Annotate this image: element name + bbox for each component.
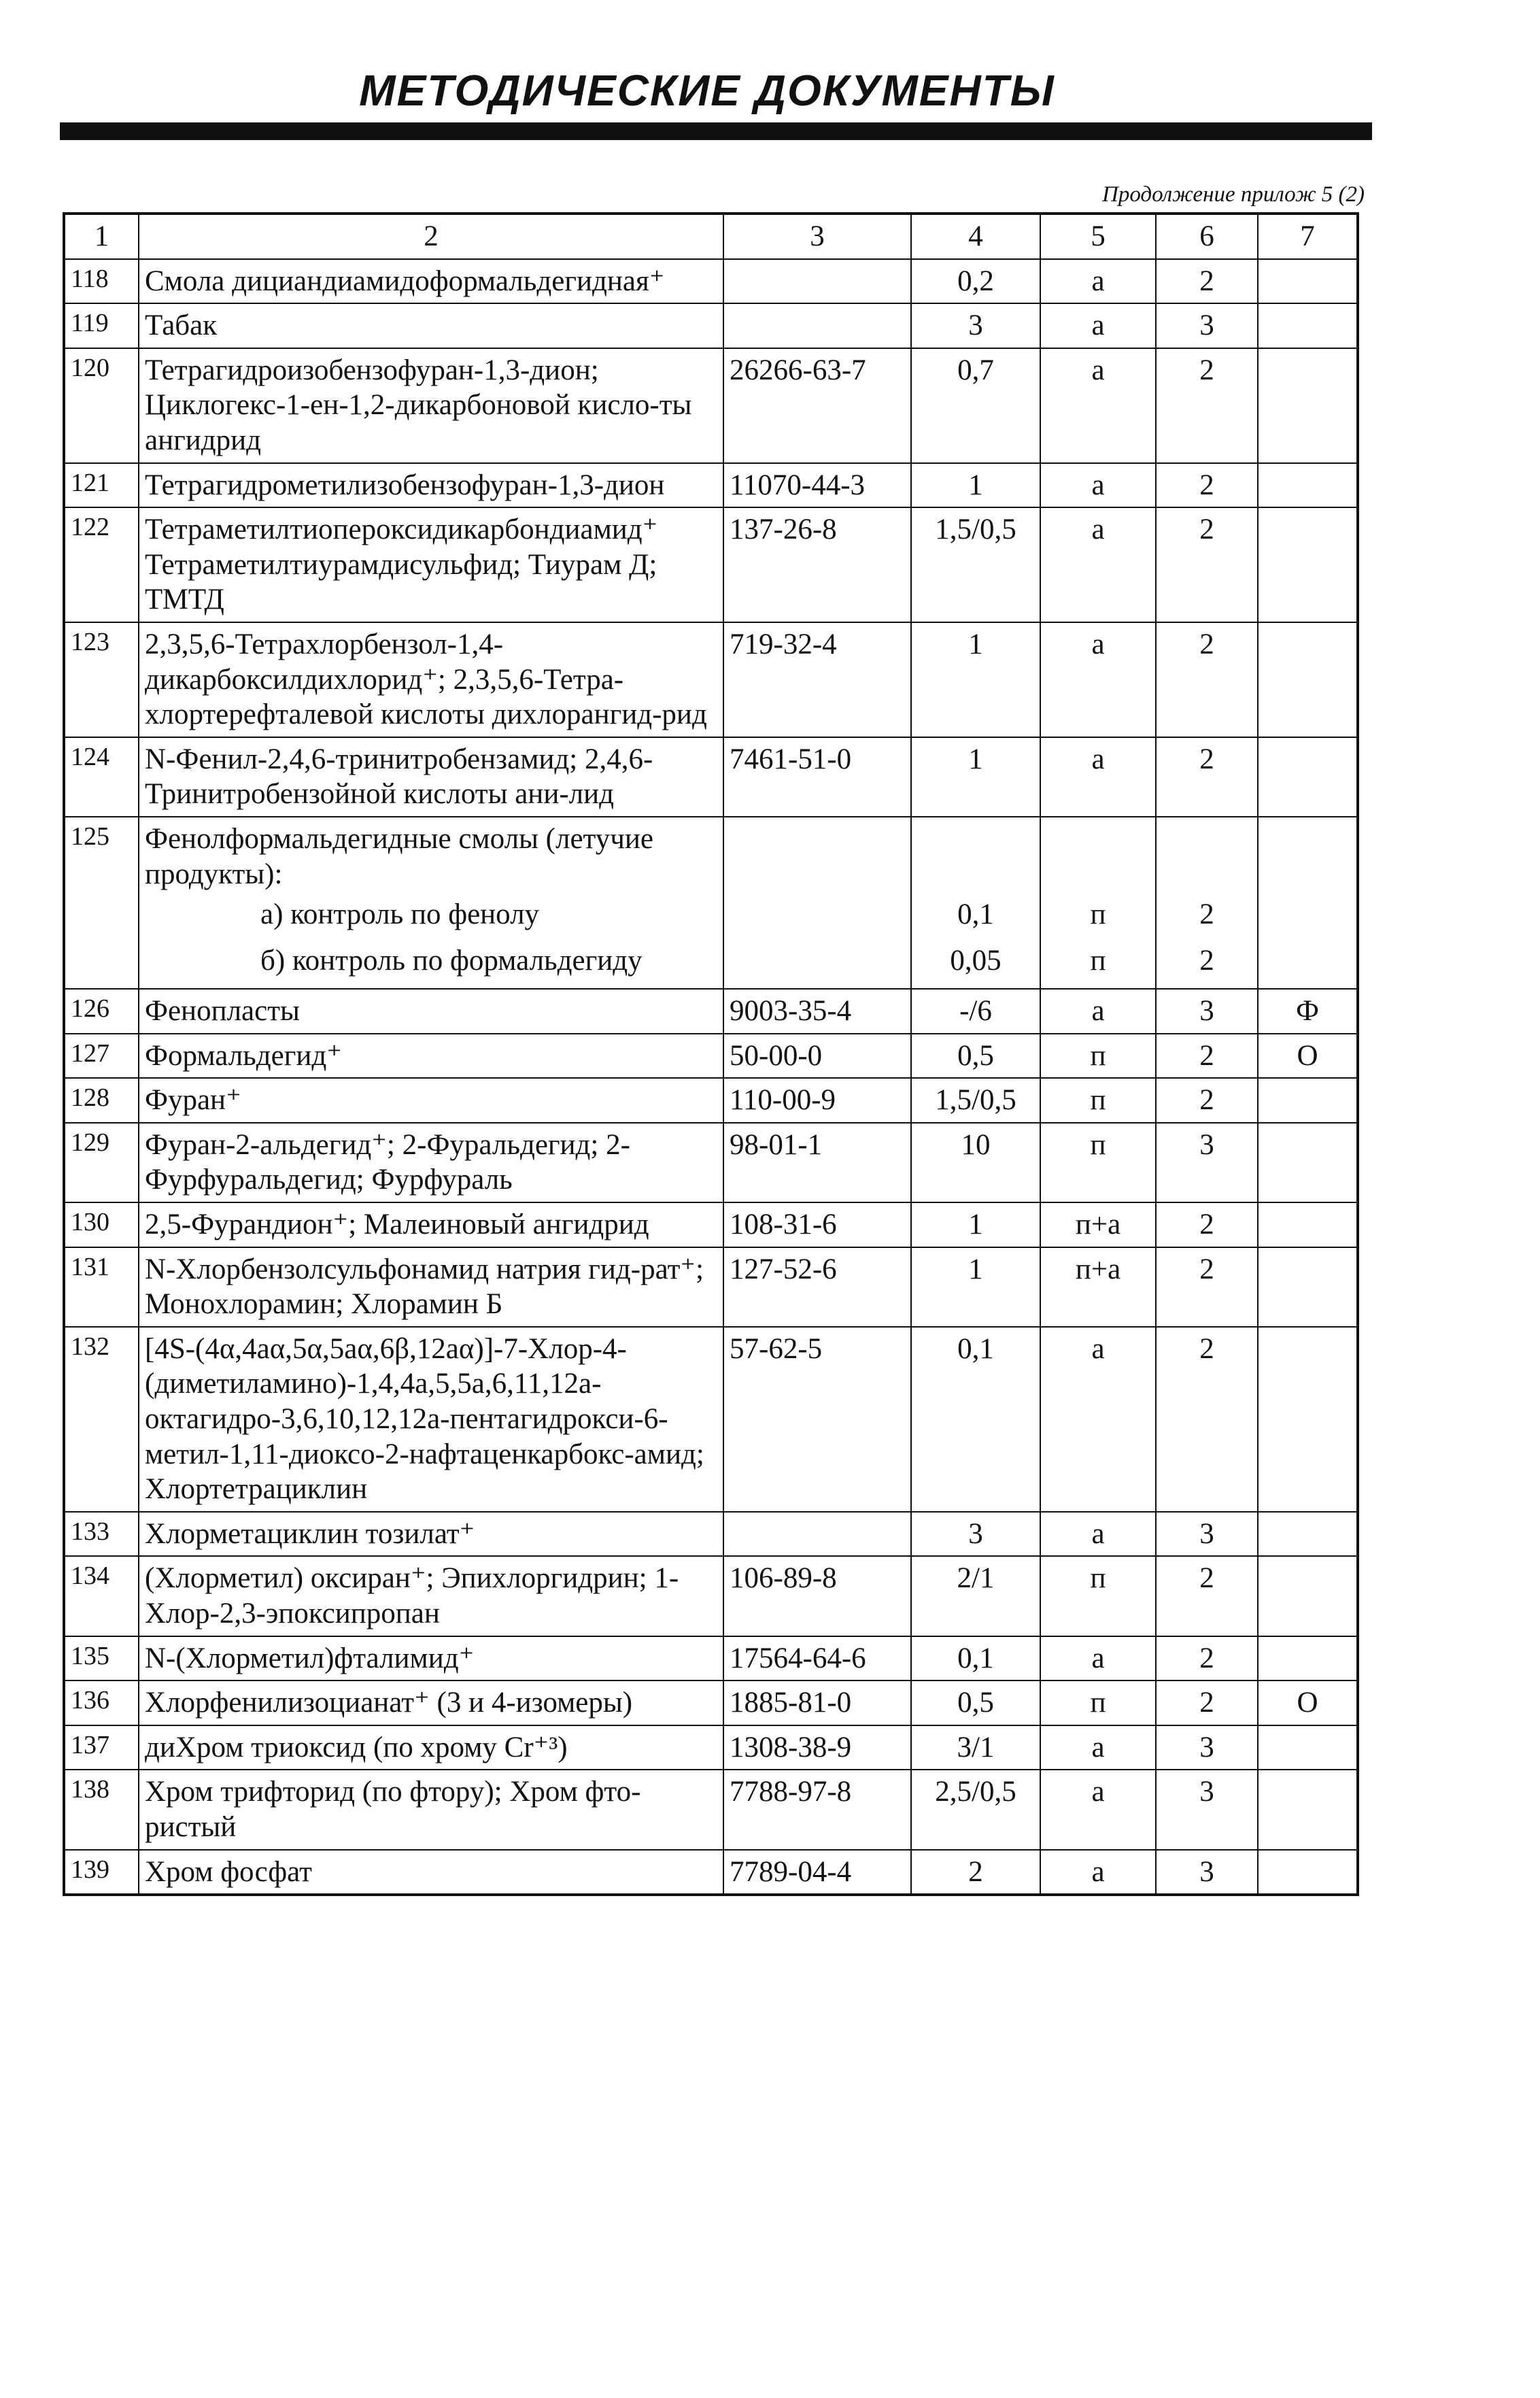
value-col7 — [1258, 737, 1358, 817]
value-col6: 3 — [1156, 1123, 1258, 1202]
table-row — [64, 1512, 1358, 1557]
value-col4: -/6 — [911, 989, 1040, 1034]
value-col7 — [1258, 1327, 1358, 1512]
col-header: 2 — [139, 214, 723, 259]
substance-name: Формальдегид⁺ — [139, 1034, 723, 1079]
cas-number: 7789-04-4 — [723, 1850, 911, 1895]
value-col5: а — [1040, 737, 1156, 817]
table-row — [64, 1770, 1358, 1849]
table-row — [64, 737, 1358, 817]
substance-name: диХром триоксид (по хрому Cr⁺³) — [139, 1725, 723, 1770]
cas-number: 1308-38-9 — [723, 1725, 911, 1770]
substance-name: Фуран⁺ — [139, 1078, 723, 1123]
value-col4: 0,2 — [911, 259, 1040, 304]
table-header-row — [64, 214, 1358, 259]
substance-name: Табак — [139, 303, 723, 348]
row-number: 134 — [64, 1556, 139, 1636]
cas-number: 11070-44-3 — [723, 463, 911, 508]
value-col6: 2 — [1156, 1247, 1258, 1327]
value-col7 — [1258, 1123, 1358, 1202]
substance-name: (Хлорметил) оксиран⁺; Эпихлоргидрин; 1-Хлор-2,3-эпоксипропан — [139, 1556, 723, 1636]
row-number: 123 — [64, 622, 139, 737]
value-col7 — [1258, 1636, 1358, 1681]
value-col5: а — [1040, 348, 1156, 463]
value-col6: 2 — [1156, 259, 1258, 304]
substance-name: Хром трифторид (по фтору); Хром фто-ристый — [139, 1770, 723, 1849]
value-col6: 2 — [1156, 507, 1258, 622]
value-col7 — [1258, 1247, 1358, 1327]
value-col5: а — [1040, 303, 1156, 348]
sub-value-b: 0,05 — [950, 945, 1002, 977]
value-col6: 2 — [1156, 348, 1258, 463]
sub-value-b: 2 — [1199, 945, 1214, 977]
value-col6: 3 — [1156, 303, 1258, 348]
value-col6: 3 — [1156, 989, 1258, 1034]
cas-number: 719-32-4 — [723, 622, 911, 737]
row-number: 125 — [64, 817, 139, 989]
substance-table — [63, 212, 1359, 1896]
value-col7 — [1258, 1512, 1358, 1557]
value-col7 — [1258, 1078, 1358, 1123]
substance-name: 2,5-Фурандион⁺; Малеиновый ангидрид — [139, 1202, 723, 1247]
value-col4: 1 — [911, 1247, 1040, 1327]
col-header: 7 — [1258, 214, 1358, 259]
value-col5: а — [1040, 259, 1156, 304]
value-col4: 3/1 — [911, 1725, 1040, 1770]
value-col7 — [1258, 348, 1358, 463]
substance-name: Фенопласты — [139, 989, 723, 1034]
substance-name: Тетраметилтиопероксидикарбондиамид⁺ Тетраметилтиурамдисульфид; Тиурам Д; ТМТД — [139, 507, 723, 622]
value-col4: 0,1 — [911, 1636, 1040, 1681]
row-number: 121 — [64, 463, 139, 508]
cas-number — [723, 1512, 911, 1557]
value-col7: Ф — [1258, 989, 1358, 1034]
table-row — [64, 1034, 1358, 1079]
value-col4: 1,5/0,5 — [911, 1078, 1040, 1123]
row-number: 139 — [64, 1850, 139, 1895]
row-number: 122 — [64, 507, 139, 622]
value-col4: 1,5/0,5 — [911, 507, 1040, 622]
value-col5: п — [1040, 1681, 1156, 1725]
value-col6: 3 — [1156, 1770, 1258, 1849]
table-row — [64, 1327, 1358, 1512]
cas-number — [723, 259, 911, 304]
cas-number — [723, 303, 911, 348]
value-col7 — [1258, 1725, 1358, 1770]
substance-name: Фуран-2-альдегид⁺; 2-Фуральдегид; 2-Фурфуральдегид; Фурфураль — [139, 1123, 723, 1202]
substance-name: Хлорфенилизоцианат⁺ (3 и 4-изомеры) — [139, 1681, 723, 1725]
row-number: 127 — [64, 1034, 139, 1079]
substance-name: Смола дициандиамидоформальдегидная⁺ — [139, 259, 723, 304]
value-col4: 0,1 — [911, 1327, 1040, 1512]
value-col6 — [1156, 817, 1258, 989]
row-number: 126 — [64, 989, 139, 1034]
col-header: 4 — [911, 214, 1040, 259]
value-col5: а — [1040, 1725, 1156, 1770]
cas-number — [723, 817, 911, 989]
row-number: 130 — [64, 1202, 139, 1247]
table-row — [64, 507, 1358, 622]
substance-name: Тетрагидрометилизобензофуран-1,3-дион — [139, 463, 723, 508]
table-row — [64, 1556, 1358, 1636]
col-header: 6 — [1156, 214, 1258, 259]
substance-name: Тетрагидроизобензофуран-1,3-дион; Циклогекс-1-ен-1,2-дикарбоновой кисло-ты ангидрид — [139, 348, 723, 463]
substance-name: 2,3,5,6-Тетрахлорбензол-1,4-дикарбоксилдихлорид⁺; 2,3,5,6-Тетра-хлортерефталевой кислоты дихлорангид-рид — [139, 622, 723, 737]
cas-number: 7461-51-0 — [723, 737, 911, 817]
cas-number: 110-00-9 — [723, 1078, 911, 1123]
value-col4: 2/1 — [911, 1556, 1040, 1636]
substance-name: N-Фенил-2,4,6-тринитробензамид; 2,4,6-Тринитробензойной кислоты ани-лид — [139, 737, 723, 817]
sub-entry-b — [145, 938, 717, 984]
value-col7 — [1258, 303, 1358, 348]
value-col6: 2 — [1156, 1327, 1258, 1512]
table-row — [64, 622, 1358, 737]
value-col6: 2 — [1156, 463, 1258, 508]
value-col4: 1 — [911, 463, 1040, 508]
substance-name: Хлорметациклин тозилат⁺ — [139, 1512, 723, 1557]
row-number: 118 — [64, 259, 139, 304]
continuation-note: Продолжение прилож 5 (2) — [1102, 182, 1365, 207]
table-row — [64, 1725, 1358, 1770]
value-col7 — [1258, 463, 1358, 508]
cas-number: 127-52-6 — [723, 1247, 911, 1327]
value-col4: 1 — [911, 1202, 1040, 1247]
value-col5: а — [1040, 989, 1156, 1034]
value-col4: 0,7 — [911, 348, 1040, 463]
value-col7 — [1258, 1850, 1358, 1895]
table-row — [64, 1681, 1358, 1725]
cas-number: 17564-64-6 — [723, 1636, 911, 1681]
value-col5: п — [1040, 1078, 1156, 1123]
value-col7 — [1258, 622, 1358, 737]
col-header: 1 — [64, 214, 139, 259]
cas-number: 98-01-1 — [723, 1123, 911, 1202]
row-number: 133 — [64, 1512, 139, 1557]
value-col4: 1 — [911, 737, 1040, 817]
header-rule — [60, 122, 1372, 140]
substance-name: Хром фосфат — [139, 1850, 723, 1895]
value-col6: 3 — [1156, 1725, 1258, 1770]
value-col6: 2 — [1156, 1078, 1258, 1123]
table-row — [64, 817, 1358, 989]
value-col5: п+а — [1040, 1247, 1156, 1327]
value-col5: а — [1040, 622, 1156, 737]
substance-name: N-Хлорбензолсульфонамид натрия гид-рат⁺; Монохлорамин; Хлорамин Б — [139, 1247, 723, 1327]
cas-number: 1885-81-0 — [723, 1681, 911, 1725]
sub-value-a: 2 — [1199, 898, 1214, 931]
value-col4: 3 — [911, 303, 1040, 348]
value-col6: 2 — [1156, 737, 1258, 817]
value-col6: 2 — [1156, 1636, 1258, 1681]
value-col4 — [911, 817, 1040, 989]
value-col7 — [1258, 259, 1358, 304]
row-number: 128 — [64, 1078, 139, 1123]
row-number: 135 — [64, 1636, 139, 1681]
value-col6: 2 — [1156, 1034, 1258, 1079]
value-col4: 2,5/0,5 — [911, 1770, 1040, 1849]
value-col6: 2 — [1156, 1681, 1258, 1725]
sub-label: б) контроль по формальдегиду — [260, 945, 643, 977]
page-header-title: МЕТОДИЧЕСКИЕ ДОКУМЕНТЫ — [359, 66, 1055, 115]
value-col7: О — [1258, 1034, 1358, 1079]
col-header: 3 — [723, 214, 911, 259]
value-col5: п — [1040, 1034, 1156, 1079]
value-col4: 3 — [911, 1512, 1040, 1557]
value-col7 — [1258, 1556, 1358, 1636]
table-row — [64, 1850, 1358, 1895]
col-header: 5 — [1040, 214, 1156, 259]
table-row — [64, 1247, 1358, 1327]
cas-number: 26266-63-7 — [723, 348, 911, 463]
value-col4: 2 — [911, 1850, 1040, 1895]
value-col4: 0,5 — [911, 1681, 1040, 1725]
row-number: 137 — [64, 1725, 139, 1770]
value-col5: п+а — [1040, 1202, 1156, 1247]
row-number: 129 — [64, 1123, 139, 1202]
value-col7 — [1258, 1770, 1358, 1849]
value-col7 — [1258, 817, 1358, 989]
cas-number: 137-26-8 — [723, 507, 911, 622]
value-col5: а — [1040, 1636, 1156, 1681]
value-col5: п — [1040, 1123, 1156, 1202]
value-col5: а — [1040, 1512, 1156, 1557]
table-row — [64, 1636, 1358, 1681]
sub-value-b: п — [1090, 945, 1106, 977]
substance-name — [139, 817, 723, 989]
row-number: 138 — [64, 1770, 139, 1849]
value-col6: 3 — [1156, 1512, 1258, 1557]
table-row — [64, 303, 1358, 348]
row-number: 124 — [64, 737, 139, 817]
value-col5: п — [1040, 1556, 1156, 1636]
cas-number: 9003-35-4 — [723, 989, 911, 1034]
substance-name: [4S-(4α,4аα,5α,5аα,6β,12аα)]-7-Хлор-4-(диметиламино)-1,4,4а,5,5а,6,11,12а-октагидро-3,6,10,12,12а-пентагидрокси-6-метил-1,11-диоксо-2-нафтаценкарбокс-амид; Хлортетрациклин — [139, 1327, 723, 1512]
value-col6: 3 — [1156, 1850, 1258, 1895]
value-col5: а — [1040, 507, 1156, 622]
cas-number: 106-89-8 — [723, 1556, 911, 1636]
table-row — [64, 989, 1358, 1034]
sub-value-a: п — [1090, 898, 1106, 931]
value-col6: 2 — [1156, 622, 1258, 737]
row-number: 119 — [64, 303, 139, 348]
row-number: 131 — [64, 1247, 139, 1327]
value-col5: а — [1040, 463, 1156, 508]
value-col7: О — [1258, 1681, 1358, 1725]
cas-number: 7788-97-8 — [723, 1770, 911, 1849]
table-row — [64, 463, 1358, 508]
value-col7 — [1258, 507, 1358, 622]
row-number: 120 — [64, 348, 139, 463]
value-col4: 10 — [911, 1123, 1040, 1202]
cas-number: 57-62-5 — [723, 1327, 911, 1512]
value-col6: 2 — [1156, 1202, 1258, 1247]
row-number: 136 — [64, 1681, 139, 1725]
substance-name: N-(Хлорметил)фталимид⁺ — [139, 1636, 723, 1681]
sub-entry-a — [145, 892, 717, 938]
cas-number: 108-31-6 — [723, 1202, 911, 1247]
table-row — [64, 348, 1358, 463]
value-col4: 1 — [911, 622, 1040, 737]
table-row — [64, 1202, 1358, 1247]
value-col7 — [1258, 1202, 1358, 1247]
value-col5: а — [1040, 1770, 1156, 1849]
value-col5: а — [1040, 1850, 1156, 1895]
value-col4: 0,5 — [911, 1034, 1040, 1079]
value-col5 — [1040, 817, 1156, 989]
table-row — [64, 1078, 1358, 1123]
sub-value-a: 0,1 — [957, 898, 994, 931]
sub-label: а) контроль по фенолу — [260, 898, 540, 931]
value-col5: а — [1040, 1327, 1156, 1512]
table-row — [64, 259, 1358, 304]
substance-group-title: Фенолформальдегидные смолы (летучие продукты): — [145, 822, 653, 890]
table-row — [64, 1123, 1358, 1202]
value-col6: 2 — [1156, 1556, 1258, 1636]
row-number: 132 — [64, 1327, 139, 1512]
cas-number: 50-00-0 — [723, 1034, 911, 1079]
